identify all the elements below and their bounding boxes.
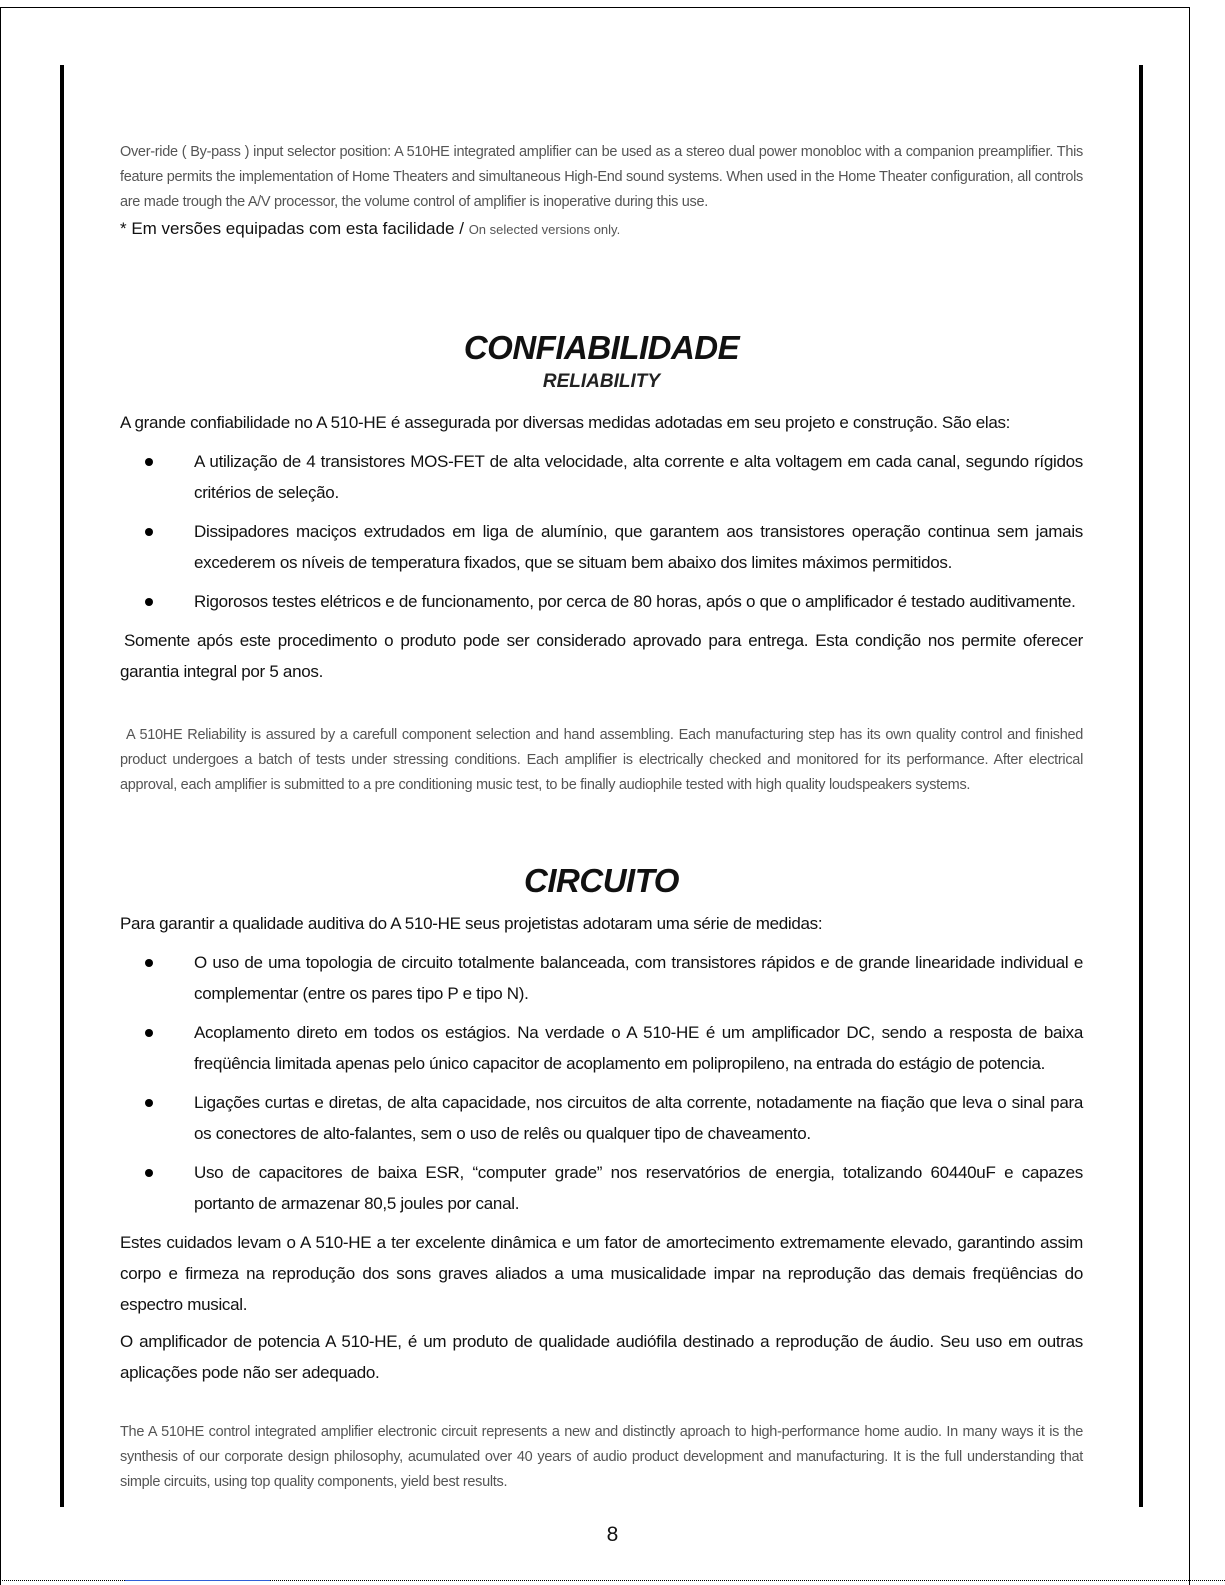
left-margin-rule xyxy=(60,65,64,1507)
reliability-list xyxy=(120,446,1083,617)
bullet-icon xyxy=(145,458,153,466)
list-item: Ligações curtas e diretas, de alta capacidade, nos circuitos de alta corrente, notadamente na fiação que leva o sinal para os conectores de alto-falantes, sem o uso de relês ou qualquer tipo de chaveamento. xyxy=(120,1087,1083,1149)
bullet-icon xyxy=(145,1169,153,1177)
reliability-conclusion: Somente após este procedimento o produto pode ser considerado aprovado para entrega. Esta condição nos permite oferecer garantia integral por 5 anos. xyxy=(120,631,1083,681)
page-number: 8 xyxy=(606,1523,619,1546)
versions-note xyxy=(120,219,1083,239)
circuit-english-note: The A 510HE control integrated amplifier electronic circuit represents a new and distinctly aproach to high-performance home audio. In many ways it is the synthesis of our corporate design philosophy, acumulated over 40 years of audio product development and manufacturing. It is the full understanding that simple circuits, using top quality components, yield best results. xyxy=(120,1424,1083,1490)
page-frame-left xyxy=(0,7,1,1585)
override-note: Over-ride ( By-pass ) input selector position: A 510HE integrated amplifier can be used as a stereo dual power monobloc with a companion preamplifier. This feature permits the implementation of Home Theaters and simultaneous High-End sound systems. When used in the Home Theater configuration, all controls are made trough the A/V processor, the volume control of amplifier is inoperative during this use. xyxy=(120,144,1083,210)
list-item: Rigorosos testes elétricos e de funcionamento, por cerca de 80 horas, após o que o amplificador é testado auditivamente. xyxy=(120,586,1083,617)
right-margin-rule xyxy=(1139,65,1143,1507)
page-frame-right xyxy=(1189,7,1190,1585)
bullet-icon xyxy=(145,959,153,967)
reliability-subtitle: RELIABILITY xyxy=(542,371,661,392)
bullet-icon xyxy=(145,528,153,536)
circuit-paragraph-2: O amplificador de potencia A 510-HE, é um produto de qualidade audiófila destinado a reprodução de áudio. Seu uso em outras aplicações pode não ser adequado. xyxy=(120,1332,1083,1382)
list-item: O uso de uma topologia de circuito totalmente balanceada, com transistores rápidos e de grande linearidade individual e complementar (entre os pares tipo P e tipo N). xyxy=(120,947,1083,1009)
circuit-title: CIRCUITO xyxy=(524,862,679,899)
reliability-title: CONFIABILIDADE xyxy=(463,329,740,366)
reliability-english-note: A 510HE Reliability is assured by a carefull component selection and hand assembling. Each manufacturing step has its own quality control and finished product undergoes a batch of tests under stressing conditions. Each amplifier is electrically checked and monitored for its performance. After electrical approval, each amplifier is submitted to a pre conditioning music test, to be finally audiophile tested with high quality loudspeakers systems. xyxy=(120,727,1083,793)
list-item: Uso de capacitores de baixa ESR, “computer grade” nos reservatórios de energia, totalizando 60440uF e capazes portanto de armazenar 80,5 joules por canal. xyxy=(120,1157,1083,1219)
page-frame-top xyxy=(0,7,1189,8)
list-item: Acoplamento direto em todos os estágios. Na verdade o A 510-HE é um amplificador DC, sendo a resposta de baixa freqüência limitada apenas pelo único capacitor de acoplamento em polipropileno, na entrada do estágio de potencia. xyxy=(120,1017,1083,1079)
circuit-paragraph-1: Estes cuidados levam o A 510-HE a ter excelente dinâmica e um fator de amortecimento extremamente elevado, garantindo assim corpo e firmeza na reprodução dos sons graves aliados a uma musicalidade impar na reprodução das demais freqüências do espectro musical. xyxy=(120,1233,1083,1314)
versions-note-pt: * Em versões equipadas com esta facilidade / xyxy=(120,219,469,238)
page-content xyxy=(120,140,1083,1495)
versions-note-en: On selected versions only. xyxy=(468,222,621,237)
reliability-intro: A grande confiabilidade no A 510-HE é assegurada por diversas medidas adotadas em seu projeto e construção. São elas: xyxy=(120,413,1011,432)
bullet-icon xyxy=(145,1029,153,1037)
bullet-icon xyxy=(145,1099,153,1107)
page-break-marker xyxy=(125,1580,270,1581)
bullet-icon xyxy=(145,598,153,606)
list-item: A utilização de 4 transistores MOS-FET de alta velocidade, alta corrente e alta voltagem em cada canal, segundo rígidos critérios de seleção. xyxy=(120,446,1083,508)
circuit-intro: Para garantir a qualidade auditiva do A 510-HE seus projetistas adotaram uma série de medidas: xyxy=(120,914,823,933)
circuit-list xyxy=(120,947,1083,1219)
list-item: Dissipadores maciços extrudados em liga de alumínio, que garantem aos transistores operação continua sem jamais excederem os níveis de temperatura fixados, que se situam bem abaixo dos limites máximos permitidos. xyxy=(120,516,1083,578)
